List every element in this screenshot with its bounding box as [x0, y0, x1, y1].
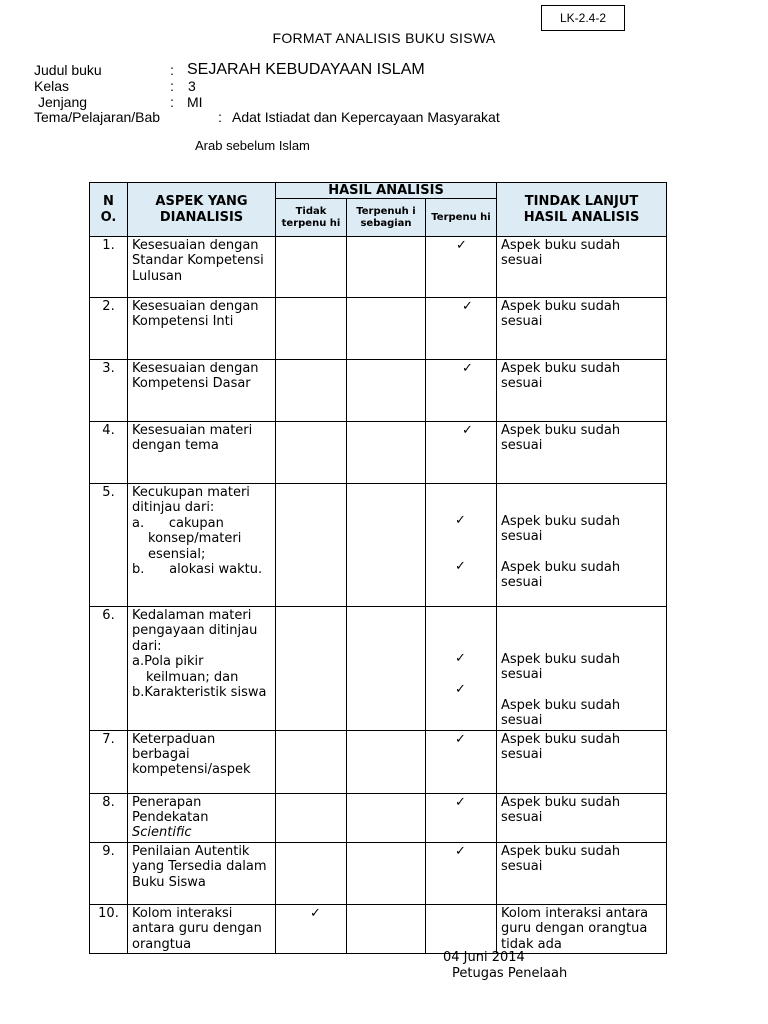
row-aspek-sub-b: b.Karakteristik siswa — [132, 685, 267, 701]
cell-terpenuhi-sebagian — [347, 360, 426, 422]
kelas-value: 3 — [188, 78, 196, 94]
cell-tidak-terpenuhi — [276, 904, 347, 953]
cell-terpenuhi — [426, 422, 497, 484]
jenjang-label: Jenjang — [38, 94, 88, 110]
row-aspek-sub-a: a.Pola pikir keilmuan; dan — [132, 654, 239, 685]
cell-terpenuhi — [426, 298, 497, 360]
header-no: N O. — [90, 183, 128, 237]
table-row — [90, 842, 667, 904]
row-number: 5. — [90, 484, 128, 607]
row-aspek: Kolom interaksi antara guru dengan orangtua — [128, 904, 276, 953]
document-title: FORMAT ANALISIS BUKU SISWA — [272, 30, 496, 46]
row-aspek-sub-b: b. alokasi waktu. — [132, 562, 263, 578]
row-number: 10. — [90, 904, 128, 953]
tema-colon: : — [218, 109, 222, 125]
row-number: 7. — [90, 730, 128, 793]
check-mark-icon: ✓ — [462, 423, 473, 438]
table-row — [90, 237, 667, 298]
row-tindak-lanjut — [497, 484, 667, 607]
cell-terpenuhi-sebagian — [347, 607, 426, 731]
cell-terpenuhi — [426, 842, 497, 904]
analysis-table — [89, 182, 667, 954]
header-terpenuhi: Terpenu hi — [426, 199, 497, 237]
cell-terpenuhi-sebagian — [347, 842, 426, 904]
cell-tidak-terpenuhi — [276, 298, 347, 360]
check-mark-icon: ✓ — [455, 731, 466, 747]
check-mark-icon: ✓ — [310, 905, 321, 921]
kelas-label: Kelas — [34, 78, 70, 94]
check-mark-icon: ✓ — [455, 559, 466, 574]
tema-value-line1: Adat Istiadat dan Kepercayaan Masyarakat — [232, 109, 500, 125]
row-aspek: Penilaian Autentik yang Tersedia dalam Buku Siswa — [128, 842, 276, 904]
row-number: 4. — [90, 422, 128, 484]
cell-tidak-terpenuhi — [276, 484, 347, 607]
row-tindak-lanjut — [497, 607, 667, 731]
cell-terpenuhi — [426, 904, 497, 953]
row-number: 9. — [90, 842, 128, 904]
cell-tidak-terpenuhi — [276, 842, 347, 904]
row-aspek: Kesesuaian dengan Kompetensi Inti — [128, 298, 276, 360]
row-number: 6. — [90, 607, 128, 731]
table-row — [90, 904, 667, 953]
judul-label: Judul buku — [34, 62, 102, 78]
cell-tidak-terpenuhi — [276, 607, 347, 731]
cell-terpenuhi-sebagian — [347, 298, 426, 360]
tema-value-line2: Arab sebelum Islam — [195, 138, 310, 153]
table-row — [90, 730, 667, 793]
cell-terpenuhi — [426, 484, 497, 607]
row-tindak-lanjut: Aspek buku sudah sesuai — [497, 360, 667, 422]
cell-tidak-terpenuhi — [276, 793, 347, 842]
row-tindak-b: Aspek buku sudah sesuai — [501, 559, 621, 591]
row-aspek: Kesesuaian dengan Standar Kompetensi Lulusan — [128, 237, 276, 298]
row-tindak-lanjut: Aspek buku sudah sesuai — [497, 730, 667, 793]
row-aspek-italic: Scientific — [132, 825, 192, 841]
kelas-colon: : — [170, 78, 174, 94]
judul-colon: : — [170, 62, 174, 78]
cell-tidak-terpenuhi — [276, 730, 347, 793]
judul-value: SEJARAH KEBUDAYAAN ISLAM — [187, 61, 425, 78]
cell-tidak-terpenuhi — [276, 422, 347, 484]
check-mark-icon: ✓ — [462, 361, 473, 376]
header-hasil-analisis: HASIL ANALISIS — [276, 183, 497, 199]
header-aspek: ASPEK YANG DIANALISIS — [128, 183, 276, 237]
check-mark-icon: ✓ — [456, 238, 467, 253]
row-number: 8. — [90, 793, 128, 842]
check-mark-icon: ✓ — [455, 651, 466, 666]
cell-terpenuhi-sebagian — [347, 793, 426, 842]
cell-terpenuhi — [426, 730, 497, 793]
row-number: 2. — [90, 298, 128, 360]
row-number: 3. — [90, 360, 128, 422]
row-aspek: Keterpaduan berbagai kompetensi/aspek — [128, 730, 276, 793]
row-tindak-lanjut: Aspek buku sudah sesuai — [497, 793, 667, 842]
header-terpenuhi-sebagian: Terpenuh i sebagian — [347, 199, 426, 237]
document-code-box: LK-2.4-2 — [541, 5, 625, 31]
row-aspek-text: Penerapan Pendekatan — [132, 794, 209, 826]
jenjang-colon: : — [170, 94, 174, 110]
footer-date: 04 Juni 2014 — [443, 950, 525, 965]
check-mark-icon: ✓ — [462, 299, 473, 314]
row-tindak-a: Aspek buku sudah sesuai — [501, 514, 621, 545]
footer-role: Petugas Penelaah — [452, 966, 568, 981]
cell-terpenuhi-sebagian — [347, 484, 426, 607]
jenjang-value: MI — [187, 94, 203, 110]
cell-terpenuhi — [426, 607, 497, 731]
row-aspek — [128, 484, 276, 607]
cell-terpenuhi — [426, 793, 497, 842]
cell-terpenuhi — [426, 360, 497, 422]
table-row — [90, 298, 667, 360]
row-tindak-b: Aspek buku sudah sesuai — [501, 697, 621, 729]
cell-tidak-terpenuhi — [276, 237, 347, 298]
table-row — [90, 484, 667, 607]
cell-terpenuhi-sebagian — [347, 904, 426, 953]
row-number: 1. — [90, 237, 128, 298]
row-tindak-lanjut: Aspek buku sudah sesuai — [497, 298, 667, 360]
check-mark-icon: ✓ — [455, 682, 466, 697]
header-tidak-terpenuhi: Tidak terpenu hi — [276, 199, 347, 237]
row-aspek — [128, 607, 276, 731]
row-aspek-intro: Kecukupan materi ditinjau dari: — [132, 485, 250, 516]
check-mark-icon: ✓ — [455, 513, 466, 528]
cell-terpenuhi-sebagian — [347, 237, 426, 298]
row-aspek-intro: Kedalaman materi pengayaan ditinjau dari: — [132, 608, 258, 654]
row-aspek-sub-a: a. cakupan konsep/materi esensial; — [132, 515, 242, 562]
row-tindak-a: Aspek buku sudah sesuai — [501, 652, 621, 683]
cell-terpenuhi-sebagian — [347, 730, 426, 793]
row-tindak-lanjut: Kolom interaksi antara guru dengan orangtua tidak ada — [497, 904, 667, 953]
table-row — [90, 422, 667, 484]
table-row — [90, 793, 667, 842]
row-aspek: Kesesuaian dengan Kompetensi Dasar — [128, 360, 276, 422]
row-aspek — [128, 793, 276, 842]
cell-terpenuhi-sebagian — [347, 422, 426, 484]
check-mark-icon: ✓ — [455, 843, 466, 859]
table-row — [90, 360, 667, 422]
row-tindak-lanjut: Aspek buku sudah sesuai — [497, 422, 667, 484]
row-tindak-lanjut: Aspek buku sudah sesuai — [497, 842, 667, 904]
header-tindak-lanjut: TINDAK LANJUT HASIL ANALISIS — [497, 183, 667, 237]
row-tindak-lanjut: Aspek buku sudah sesuai — [497, 237, 667, 298]
cell-terpenuhi — [426, 237, 497, 298]
check-mark-icon: ✓ — [455, 794, 466, 810]
row-aspek: Kesesuaian materi dengan tema — [128, 422, 276, 484]
cell-tidak-terpenuhi — [276, 360, 347, 422]
table-row — [90, 607, 667, 731]
tema-label: Tema/Pelajaran/Bab — [34, 109, 161, 125]
